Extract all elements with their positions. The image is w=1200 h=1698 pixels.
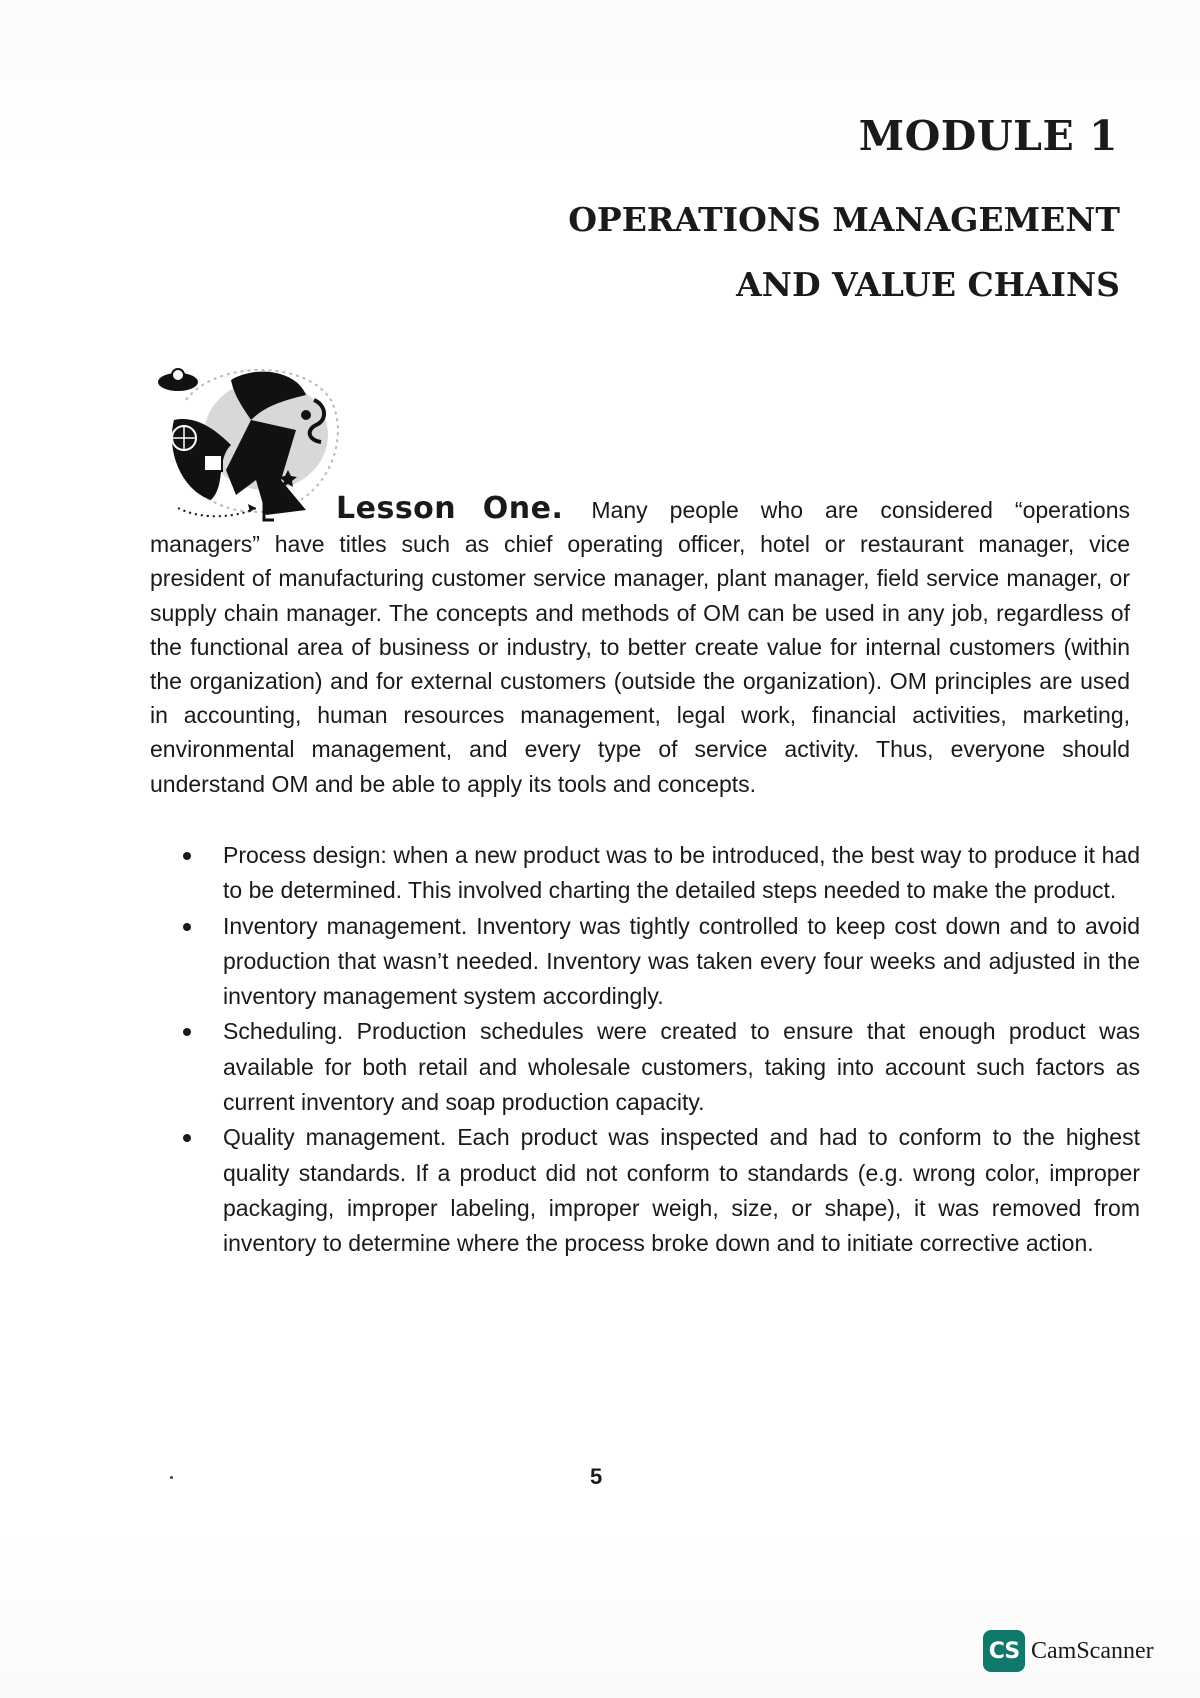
chapter-heading-line-1: OPERATIONS MANAGEMENT [568,200,1120,239]
bullet-text: Process design: when a new product was to be introduced, the best way to produce it had to be determined. This involved charting the detailed steps needed to make the product. [223,842,1140,904]
bullet-text: Inventory management. Inventory was tightly controlled to keep cost down and to avoid production that wasn’t needed. Inventory was taken every four weeks and adjusted in the inventory management system accordingly. [223,912,1140,1010]
lesson-text: Many people who are considered “operations managers” have titles such as chief operating officer, hotel or restaurant manager, vice president of manufacturing customer service manager, plant manager, field service manager, or supply chain manager. The concepts and methods of OM can be used in any job, regardless of the functional area of business or industry, to better create value for internal customers (within the organization) and for external customers (outside the organization). OM principles are used in accounting, human resources management, legal work, financial activities, marketing, environmental management, and every type of service activity. Thus, everyone should understand OM and be able to apply its tools and concepts. [150,497,1131,797]
bullet-icon [183,1134,191,1142]
camscanner-logo-icon: CS [983,1630,1025,1672]
list-item [180,838,1140,909]
list-item [180,1120,1140,1261]
lesson-paragraph [150,492,1130,801]
chapter-heading-line-2: AND VALUE CHAINS [736,265,1120,304]
bullet-icon [183,852,191,860]
bullet-text: Scheduling. Production schedules were created to ensure that enough product was available for both retail and wholesale customers, taking into account such factors as current inventory and soap production capacity. [223,1018,1140,1116]
camscanner-name: CamScanner [1031,1637,1154,1664]
lesson-label: Lesson One. [336,491,564,526]
bullet-list [180,838,1140,1262]
scan-speck [170,1476,173,1479]
camscanner-watermark [983,1630,1154,1672]
module-title: MODULE 1 [858,112,1118,160]
page-number: 5 [590,1464,603,1489]
list-item [180,1014,1140,1120]
list-item [180,909,1140,1015]
bullet-icon [183,923,191,931]
bullet-icon [183,1028,191,1036]
bullet-text: Quality management. Each product was inspected and had to conform to the highest quality standards. If a product did not conform to standards (e.g. wrong color, improper packaging, improper labeling, improper weigh, size, or shape), it was removed from inventory to determine where the process broke down and to initiate corrective action. [223,1124,1140,1257]
